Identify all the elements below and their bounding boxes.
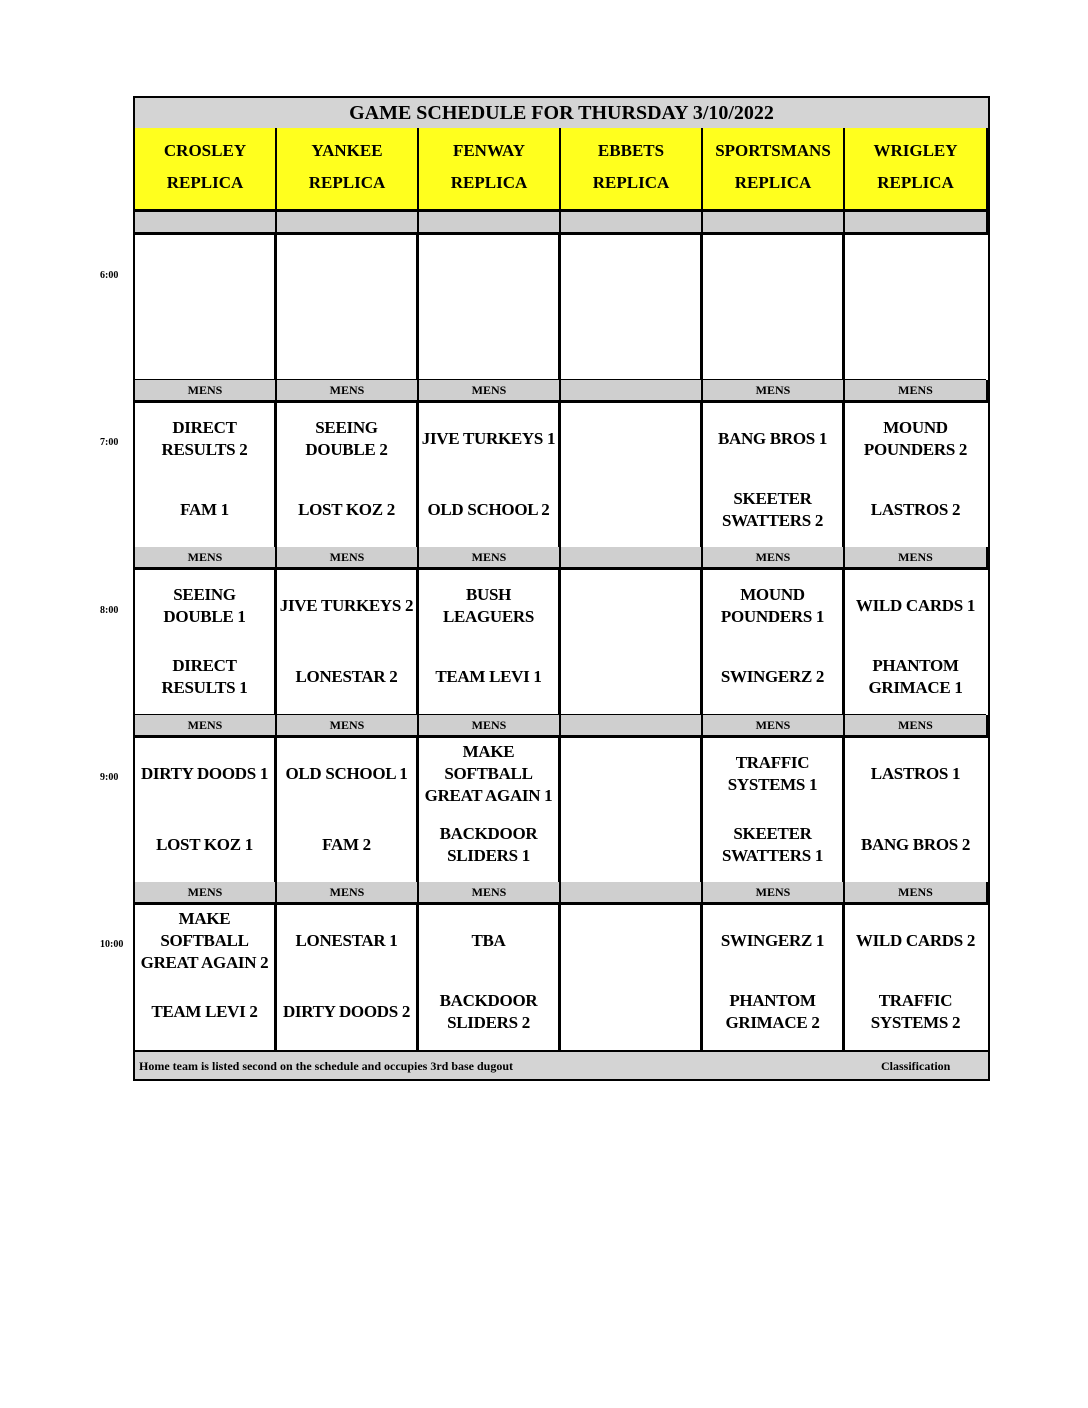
- classification-band: [277, 212, 419, 235]
- game-cell: [277, 403, 419, 550]
- classification-band: MENS: [419, 882, 561, 905]
- classification-band: MENS: [277, 882, 419, 905]
- footer-note: Home team is listed second on the schedule and occupies 3rd base dugout: [139, 1059, 514, 1073]
- footer-bar: [135, 1050, 988, 1079]
- game-cell: [703, 235, 845, 382]
- visiting-team: BUSH LEAGUERS: [442, 585, 535, 626]
- field-header-4: [703, 128, 845, 212]
- classification-band: [561, 882, 703, 905]
- visiting-team: [561, 740, 700, 808]
- game-cell: [561, 235, 703, 382]
- home-team: [845, 308, 986, 376]
- home-team: TEAM LEVI 1: [435, 667, 542, 686]
- home-team: LOST KOZ 2: [298, 500, 395, 519]
- classification-band: [561, 715, 703, 738]
- time-label: 7:00: [100, 437, 119, 448]
- game-cell: [419, 905, 561, 1051]
- game-cell: [277, 570, 419, 717]
- home-team: DIRTY DOODS 2: [282, 1002, 411, 1021]
- home-team: PHANTOM GRIMACE 2: [725, 991, 820, 1032]
- game-cell: [845, 570, 986, 717]
- visiting-team: DIRECT RESULTS 2: [161, 418, 248, 459]
- schedule-table: [133, 96, 990, 1081]
- game-cell: [277, 235, 419, 382]
- home-team: BANG BROS 2: [860, 835, 971, 854]
- time-label: 6:00: [100, 270, 119, 281]
- game-cell: [845, 905, 986, 1051]
- home-team: TEAM LEVI 2: [151, 1002, 258, 1021]
- game-cell: [561, 738, 703, 885]
- game-cell: [277, 905, 419, 1051]
- classification-band: MENS: [135, 547, 277, 570]
- home-team: BACKDOOR SLIDERS 2: [439, 991, 538, 1032]
- classification-band: MENS: [419, 715, 561, 738]
- game-cell: [703, 403, 845, 550]
- game-cell: [419, 738, 561, 885]
- visiting-team: BANG BROS 1: [717, 429, 828, 448]
- classification-band: MENS: [419, 380, 561, 403]
- game-cell: [703, 738, 845, 885]
- field-subtitle: REPLICA: [166, 173, 244, 192]
- game-cell: [419, 570, 561, 717]
- home-team: [703, 308, 842, 376]
- home-team: BACKDOOR SLIDERS 1: [439, 824, 538, 865]
- classification-band: MENS: [135, 715, 277, 738]
- visiting-team: [135, 237, 274, 305]
- game-cell: [277, 738, 419, 885]
- field-name: SPORTSMANS: [715, 141, 831, 160]
- game-cell: [135, 738, 277, 885]
- visiting-team: WILD CARDS 1: [855, 596, 976, 615]
- home-team: [561, 643, 700, 711]
- visiting-team: [561, 572, 700, 640]
- visiting-team: LONESTAR 1: [295, 931, 398, 950]
- classification-band: [561, 547, 703, 570]
- game-cell: [135, 403, 277, 550]
- home-team: TRAFFIC SYSTEMS 2: [870, 991, 961, 1032]
- visiting-team: [561, 405, 700, 473]
- field-header-3: [561, 128, 703, 212]
- visiting-team: [419, 237, 558, 305]
- field-subtitle: REPLICA: [450, 173, 528, 192]
- game-cell: [703, 905, 845, 1051]
- classification-band: [703, 212, 845, 235]
- classification-band: [561, 212, 703, 235]
- classification-band: MENS: [277, 547, 419, 570]
- game-cell: [135, 570, 277, 717]
- classification-band: MENS: [277, 715, 419, 738]
- home-team: SKEETER SWATTERS 2: [721, 489, 824, 530]
- field-header-0: [135, 128, 277, 212]
- game-cell: [561, 570, 703, 717]
- classification-band: MENS: [845, 380, 988, 403]
- home-team: LASTROS 2: [870, 500, 961, 519]
- field-header-2: [419, 128, 561, 212]
- field-name: EBBETS: [597, 141, 665, 160]
- classification-band: MENS: [703, 380, 845, 403]
- schedule-title: GAME SCHEDULE FOR THURSDAY 3/10/2022: [135, 98, 988, 130]
- visiting-team: SWINGERZ 1: [720, 931, 825, 950]
- field-name: YANKEE: [311, 141, 383, 160]
- visiting-team: JIVE TURKEYS 2: [279, 596, 414, 615]
- visiting-team: [561, 237, 700, 305]
- classification-band: MENS: [845, 882, 988, 905]
- game-cell: [703, 570, 845, 717]
- field-header-5: [845, 128, 988, 212]
- visiting-team: MAKE SOFTBALL GREAT AGAIN 2: [140, 909, 269, 972]
- classification-band: MENS: [277, 380, 419, 403]
- visiting-team: TRAFFIC SYSTEMS 1: [727, 753, 818, 794]
- classification-band: MENS: [703, 715, 845, 738]
- home-team: LONESTAR 2: [295, 667, 398, 686]
- home-team: OLD SCHOOL 2: [427, 500, 550, 519]
- visiting-team: [845, 237, 986, 305]
- home-team: FAM 2: [322, 835, 371, 854]
- visiting-team: [277, 237, 416, 305]
- classification-band: MENS: [135, 882, 277, 905]
- visiting-team: WILD CARDS 2: [855, 931, 976, 950]
- visiting-team: TBA: [471, 931, 506, 950]
- field-name: CROSLEY: [163, 141, 247, 160]
- classification-band: MENS: [135, 380, 277, 403]
- home-team: [561, 978, 700, 1046]
- game-cell: [561, 403, 703, 550]
- classification-band: [135, 212, 277, 235]
- classification-band: MENS: [703, 882, 845, 905]
- field-subtitle: REPLICA: [308, 173, 386, 192]
- visiting-team: MOUND POUNDERS 2: [863, 418, 968, 459]
- visiting-team: [561, 907, 700, 975]
- game-cell: [845, 235, 986, 382]
- field-header-1: [277, 128, 419, 212]
- visiting-team: SEEING DOUBLE 1: [163, 585, 246, 626]
- field-subtitle: REPLICA: [877, 173, 954, 192]
- time-label: 10:00: [100, 939, 124, 950]
- field-subtitle: REPLICA: [734, 173, 812, 192]
- home-team: [561, 811, 700, 879]
- home-team: [561, 476, 700, 544]
- classification-band: MENS: [419, 547, 561, 570]
- classification-band: [561, 380, 703, 403]
- game-cell: [135, 235, 277, 382]
- game-cell: [561, 905, 703, 1051]
- visiting-team: DIRTY DOODS 1: [140, 764, 269, 783]
- visiting-team: MOUND POUNDERS 1: [720, 585, 825, 626]
- home-team: [419, 308, 558, 376]
- visiting-team: LASTROS 1: [870, 764, 961, 783]
- classification-band: [845, 212, 988, 235]
- visiting-team: OLD SCHOOL 1: [285, 764, 408, 783]
- classification-label: Classification: [881, 1059, 951, 1073]
- home-team: LOST KOZ 1: [156, 835, 253, 854]
- visiting-team: [703, 237, 842, 305]
- time-label: 8:00: [100, 605, 119, 616]
- field-name: WRIGLEY: [873, 141, 958, 160]
- home-team: SKEETER SWATTERS 1: [721, 824, 824, 865]
- game-cell: [135, 905, 277, 1051]
- game-cell: [845, 738, 986, 885]
- home-team: [135, 308, 274, 376]
- game-cell: [845, 403, 986, 550]
- classification-band: MENS: [845, 547, 988, 570]
- home-team: SWINGERZ 2: [720, 667, 825, 686]
- visiting-team: JIVE TURKEYS 1: [421, 429, 556, 448]
- classification-band: MENS: [703, 547, 845, 570]
- time-label: 9:00: [100, 772, 119, 783]
- game-cell: [419, 403, 561, 550]
- home-team: [561, 308, 700, 376]
- classification-band: MENS: [845, 715, 988, 738]
- classification-band: [419, 212, 561, 235]
- field-subtitle: REPLICA: [592, 173, 670, 192]
- home-team: DIRECT RESULTS 1: [161, 656, 248, 697]
- field-name: FENWAY: [452, 141, 526, 160]
- home-team: [277, 308, 416, 376]
- game-cell: [419, 235, 561, 382]
- home-team: PHANTOM GRIMACE 1: [868, 656, 963, 697]
- visiting-team: MAKE SOFTBALL GREAT AGAIN 1: [424, 742, 553, 805]
- visiting-team: SEEING DOUBLE 2: [305, 418, 388, 459]
- home-team: FAM 1: [180, 500, 229, 519]
